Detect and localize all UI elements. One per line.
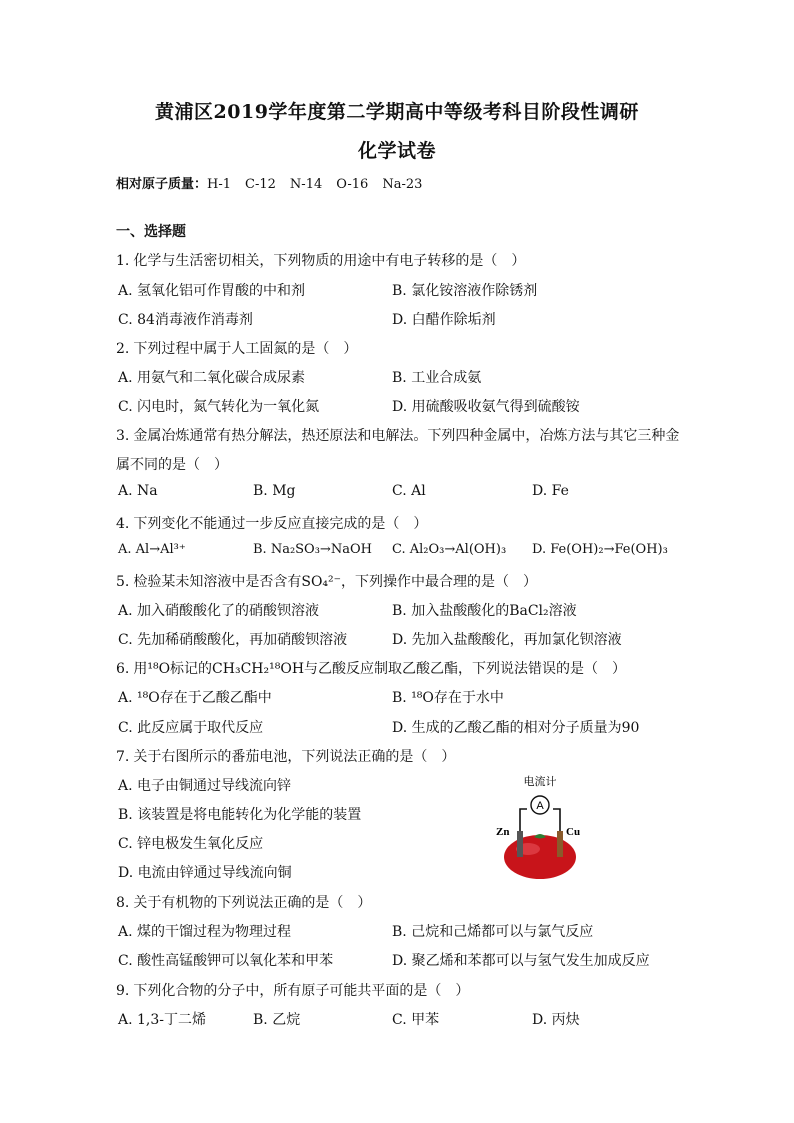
exam-title: 黄浦区2019学年度第二学期高中等级考科目阶段性调研 [155, 101, 639, 123]
option-a: A. 加入硝酸酸化了的硝酸钡溶液 [118, 603, 320, 619]
tomato-icon [504, 835, 576, 879]
atomic-masses [116, 173, 422, 192]
option-a: A. 电子由铜通过导线流向锌 [118, 778, 292, 794]
question-3-continued: 属不同的是（ ） [116, 457, 228, 473]
question-8 [116, 892, 371, 912]
option-a: A. 用氨气和二氧化碳合成尿素 [118, 370, 306, 386]
question-text: 关于右图所示的番茄电池，下列说法正确的是（ ） [133, 749, 456, 765]
ammeter-label: 电流计 [523, 776, 557, 788]
question-text: 下列化合物的分子中，所有原子可能共平面的是（ ） [133, 983, 470, 999]
question-text: 下列变化不能通过一步反应直接完成的是（ ） [133, 516, 428, 532]
question-number: 8. [116, 895, 130, 911]
option-b: B. ¹⁸O存在于水中 [392, 690, 504, 706]
option-b: B. 该装置是将电能转化为化学能的装置 [118, 807, 362, 823]
question-text: 化学与生活密切相关，下列物质的用途中有电子转移的是（ ） [133, 253, 526, 269]
question-5 [116, 571, 537, 591]
question-3 [116, 425, 679, 445]
option-d: D. 丙炔 [532, 1012, 580, 1028]
tomato-battery-figure [490, 775, 590, 885]
option-a: A. 氢氧化铝可作胃酸的中和剂 [118, 283, 306, 299]
cu-label: Cu [566, 826, 581, 838]
option-c: C. 甲苯 [392, 1012, 440, 1028]
option-a: A. Na [118, 483, 158, 499]
question-number: 7. [116, 749, 130, 765]
option-d: D. 聚乙烯和苯都可以与氢气发生加成反应 [392, 953, 650, 969]
exam-subtitle: 化学试卷 [357, 140, 436, 162]
question-number: 9. [116, 983, 130, 999]
question-text: 下列过程中属于人工固氮的是（ ） [133, 341, 358, 357]
option-b: B. Mg [253, 483, 296, 499]
option-a: A. Al→Al³⁺ [118, 542, 186, 557]
option-d: D. 生成的乙酸乙酯的相对分子质量为90 [392, 720, 640, 736]
option-d: D. Fe [532, 483, 569, 499]
question-number: 2. [116, 341, 130, 357]
atomic-mass-item: Na-23 [382, 177, 423, 192]
option-a: A. 1,3-丁二烯 [118, 1012, 207, 1028]
option-c: C. 84消毒液作消毒剂 [118, 312, 253, 328]
option-d: D. 用硫酸吸收氨气得到硫酸铵 [392, 399, 580, 415]
option-b: B. 己烷和己烯都可以与氯气反应 [392, 924, 594, 940]
option-d: D. 电流由锌通过导线流向铜 [118, 865, 292, 881]
option-b: B. 加入盐酸酸化的BaCl₂溶液 [392, 603, 577, 619]
atomic-mass-item: N-14 [289, 177, 323, 192]
option-a: A. 煤的干馏过程为物理过程 [118, 924, 292, 940]
atomic-mass-item: O-16 [336, 177, 369, 192]
question-text: 检验某未知溶液中是否含有SO₄²⁻，下列操作中最合理的是（ ） [133, 574, 538, 590]
question-text: 金属冶炼通常有热分解法，热还原法和电解法。下列四种金属中，冶炼方法与其它三种金 [133, 428, 680, 444]
option-c: C. Al₂O₃→Al(OH)₃ [392, 542, 507, 557]
option-b: B. Na₂SO₃→NaOH [253, 542, 372, 557]
atomic-mass-item: C-12 [245, 177, 276, 192]
question-number: 5. [116, 574, 130, 590]
question-text: 关于有机物的下列说法正确的是（ ） [133, 895, 372, 911]
option-d: D. Fe(OH)₂→Fe(OH)₃ [532, 542, 668, 557]
option-c: C. 闪电时，氮气转化为一氧化氮 [118, 399, 320, 415]
atomic-mass-label: 相对原子质量： [116, 177, 208, 192]
option-c: C. 锌电极发生氧化反应 [118, 836, 264, 852]
option-d: D. 先加入盐酸酸化，再加氯化钡溶液 [392, 632, 622, 648]
question-4 [116, 513, 427, 533]
option-a: A. ¹⁸O存在于乙酸乙酯中 [118, 690, 272, 706]
option-c: C. 此反应属于取代反应 [118, 720, 264, 736]
option-d: D. 白醋作除垢剂 [392, 312, 496, 328]
question-7 [116, 746, 455, 766]
option-b: B. 氯化铵溶液作除锈剂 [392, 283, 538, 299]
option-c: C. Al [392, 483, 426, 499]
option-b: B. 乙烷 [253, 1012, 301, 1028]
question-text: 用¹⁸O标记的CH₃CH₂¹⁸OH与乙酸反应制取乙酸乙酯，下列说法错误的是（ ） [133, 661, 627, 677]
zn-electrode [517, 831, 523, 857]
question-1 [116, 250, 525, 270]
zn-label: Zn [496, 826, 510, 838]
atomic-mass-item: H-1 [207, 177, 232, 192]
section-title: 一、选择题 [116, 224, 186, 240]
cu-electrode [557, 831, 563, 857]
question-2 [116, 338, 357, 358]
ammeter-symbol: A [536, 800, 544, 812]
question-number: 4. [116, 516, 130, 532]
question-9 [116, 980, 469, 1000]
question-number: 1. [116, 253, 130, 269]
question-6 [116, 658, 626, 678]
option-c: C. 酸性高锰酸钾可以氧化苯和甲苯 [118, 953, 334, 969]
option-c: C. 先加稀硝酸酸化，再加硝酸钡溶液 [118, 632, 348, 648]
question-number: 6. [116, 661, 130, 677]
option-b: B. 工业合成氨 [392, 370, 482, 386]
question-number: 3. [116, 428, 130, 444]
